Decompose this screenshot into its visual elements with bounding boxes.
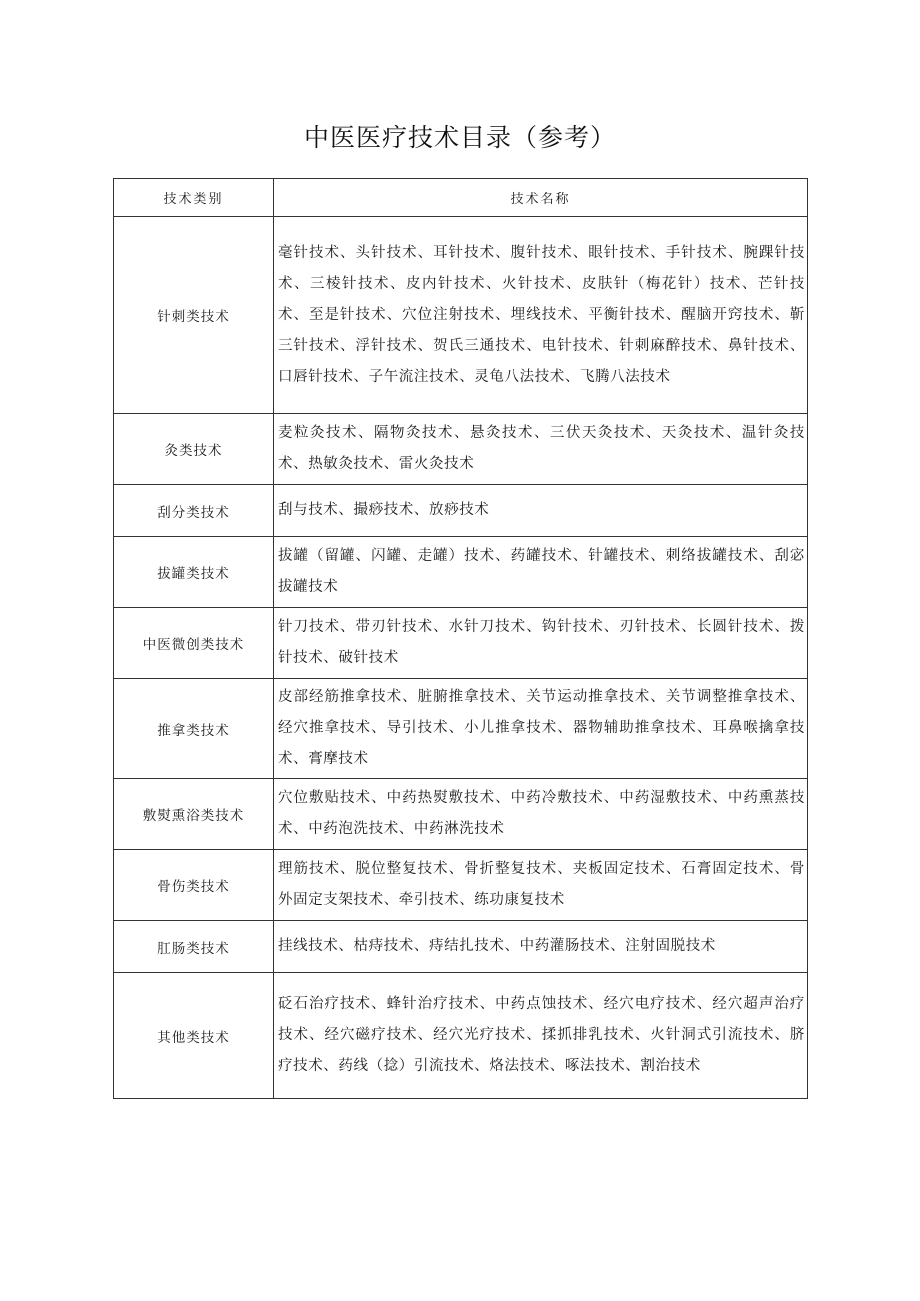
techniques-cell: 挂线技术、枯痔技术、痔结扎技术、中药灌肠技术、注射固脱技术 [274, 921, 808, 973]
category-cell: 灸类技术 [114, 414, 274, 485]
header-category: 技术类别 [114, 179, 274, 217]
category-cell: 推拿类技术 [114, 679, 274, 779]
category-cell: 针刺类技术 [114, 217, 274, 414]
category-cell: 其他类技术 [114, 973, 274, 1099]
table-row [114, 608, 808, 679]
page-title: 中医医疗技术目录（参考） [303, 123, 616, 152]
category-cell: 刮分类技术 [114, 485, 274, 537]
techniques-cell: 穴位敷贴技术、中药热熨敷技术、中药冷敷技术、中药湿敷技术、中药熏蒸技术、中药泡洗技术、中药淋洗技术 [274, 779, 808, 850]
table-row [114, 679, 808, 779]
techniques-cell: 皮部经筋推拿技术、脏腑推拿技术、关节运动推拿技术、关节调整推拿技术、经穴推拿技术、导引技术、小儿推拿技术、器物辅助推拿技术、耳鼻喉擒拿技术、膏摩技术 [274, 679, 808, 779]
table-row [114, 485, 808, 537]
category-cell: 拔罐类技术 [114, 537, 274, 608]
category-cell: 骨伤类技术 [114, 850, 274, 921]
category-cell: 肛肠类技术 [114, 921, 274, 973]
techniques-cell: 拔罐（留罐、闪罐、走罐）技术、药罐技术、针罐技术、刺络拔罐技术、刮宓拔罐技术 [274, 537, 808, 608]
table-row [114, 850, 808, 921]
table-row [114, 921, 808, 973]
techniques-cell: 刮与技术、撮痧技术、放痧技术 [274, 485, 808, 537]
category-cell: 中医微创类技术 [114, 608, 274, 679]
techniques-cell: 麦粒灸技术、隔物灸技术、悬灸技术、三伏天灸技术、天灸技术、温针灸技术、热敏灸技术、雷火灸技术 [274, 414, 808, 485]
table-row [114, 414, 808, 485]
category-cell: 敷熨熏浴类技术 [114, 779, 274, 850]
table-row [114, 537, 808, 608]
table-header-row [114, 179, 808, 217]
table-row [114, 973, 808, 1099]
techniques-cell: 针刀技术、带刃针技术、水针刀技术、钩针技术、刃针技术、长圆针技术、拨针技术、破针技术 [274, 608, 808, 679]
techniques-cell: 理筋技术、脱位整复技术、骨折整复技术、夹板固定技术、石膏固定技术、骨外固定支架技术、牵引技术、练功康复技术 [274, 850, 808, 921]
techniques-cell: 砭石治疗技术、蜂针治疗技术、中药点蚀技术、经穴电疗技术、经穴超声治疗技术、经穴磁疗技术、经穴光疗技术、揉抓排乳技术、火针洞式引流技术、脐疗技术、药线（捻）引流技术、烙法技术、啄法技术、割治技术 [274, 973, 808, 1099]
techniques-cell: 毫针技术、头针技术、耳针技术、腹针技术、眼针技术、手针技术、腕踝针技术、三棱针技术、皮内针技术、火针技术、皮肤针（梅花针）技术、芒针技术、至是针技术、穴位注射技术、埋线技术、平衡针技术、醒脑开窍技术、靳三针技术、浮针技术、贺氏三通技术、电针技术、针刺麻醉技术、鼻针技术、口唇针技术、子午流注技术、灵龟八法技术、飞腾八法技术 [274, 217, 808, 414]
table-row [114, 779, 808, 850]
technique-table [113, 178, 808, 1099]
header-technique-name: 技术名称 [274, 179, 808, 217]
table-row [114, 217, 808, 414]
